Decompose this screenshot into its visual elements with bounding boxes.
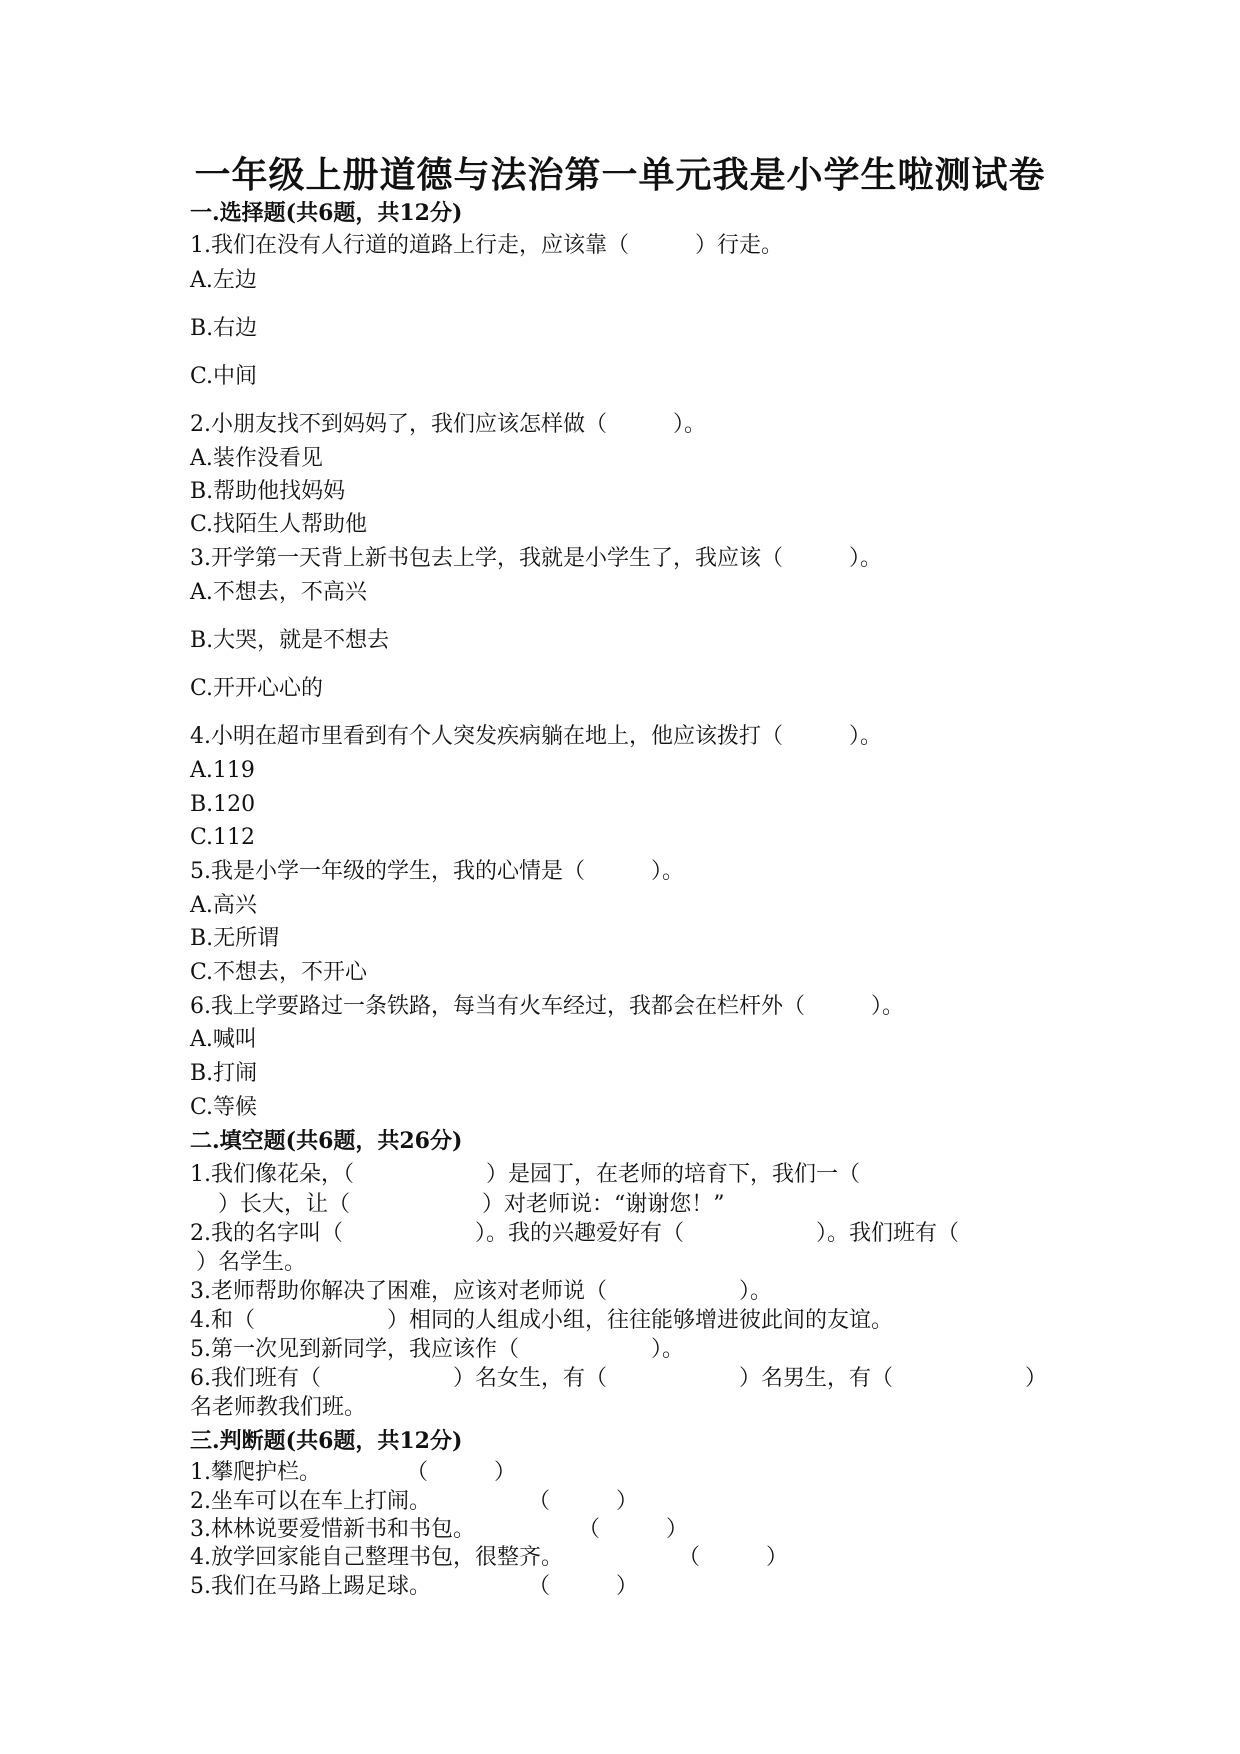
judge-question: 4.放学回家能自己整理书包，很整齐。 bbox=[190, 1545, 563, 1570]
question-stem: 4.小明在超市里看到有个人突发疾病躺在地上，他应该拨打（ ）。 bbox=[190, 724, 882, 749]
option-a: A.喊叫 bbox=[190, 1027, 257, 1052]
option-a: A.119 bbox=[190, 758, 255, 783]
fill-question-line: 1.我们像花朵，（ ）是园丁，在老师的培育下，我们一（ bbox=[190, 1162, 860, 1187]
fill-question-line: 6.我们班有（ ）名女生，有（ ）名男生，有（ ） bbox=[190, 1366, 1047, 1391]
option-c: C.等候 bbox=[190, 1095, 258, 1120]
question-stem: 2.小朋友找不到妈妈了，我们应该怎样做（ ）。 bbox=[190, 412, 706, 437]
answer-blank: （ ） bbox=[678, 1545, 789, 1570]
answer-blank: （ ） bbox=[528, 1574, 639, 1599]
option-b: B.120 bbox=[190, 792, 256, 817]
option-a: A.高兴 bbox=[190, 893, 257, 918]
option-c: C.112 bbox=[190, 825, 256, 850]
judge-question: 5.我们在马路上踢足球。 bbox=[190, 1574, 431, 1599]
section-heading-choice: 一.选择题(共6题，共12分) bbox=[190, 200, 463, 226]
judge-question: 2.坐车可以在车上打闹。 bbox=[190, 1489, 431, 1514]
answer-blank: （ ） bbox=[528, 1489, 639, 1514]
option-b: B.无所谓 bbox=[190, 926, 280, 951]
fill-question-line: 5.第一次见到新同学，我应该作（ ）。 bbox=[190, 1337, 684, 1362]
option-a: A.左边 bbox=[190, 268, 257, 293]
option-c: C.找陌生人帮助他 bbox=[190, 512, 368, 537]
option-b: B.打闹 bbox=[190, 1061, 258, 1086]
option-c: C.中间 bbox=[190, 364, 258, 389]
question-stem: 1.我们在没有人行道的道路上行走，应该靠（ ）行走。 bbox=[190, 233, 783, 258]
fill-question-line: ）名学生。 bbox=[196, 1250, 307, 1275]
option-c: C.开开心心的 bbox=[190, 676, 324, 701]
option-a: A.不想去，不高兴 bbox=[190, 580, 367, 605]
judge-question: 3.林林说要爱惜新书和书包。 bbox=[190, 1517, 475, 1542]
question-stem: 6.我上学要路过一条铁路，每当有火车经过，我都会在栏杆外（ ）。 bbox=[190, 994, 904, 1019]
option-a: A.装作没看见 bbox=[190, 446, 323, 471]
page-title: 一年级上册道德与法治第一单元我是小学生啦测试卷 bbox=[194, 154, 1046, 196]
fill-question-line: 2.我的名字叫（ ）。我的兴趣爱好有（ ）。我们班有（ bbox=[190, 1221, 959, 1246]
section-heading-judge: 三.判断题(共6题，共12分) bbox=[190, 1428, 463, 1454]
judge-question: 1.攀爬护栏。 bbox=[190, 1460, 321, 1485]
question-stem: 5.我是小学一年级的学生，我的心情是（ ）。 bbox=[190, 859, 684, 884]
option-b: B.大哭，就是不想去 bbox=[190, 628, 390, 653]
option-c: C.不想去，不开心 bbox=[190, 960, 368, 985]
section-heading-fill: 二.填空题(共6题，共26分) bbox=[190, 1128, 463, 1154]
question-stem: 3.开学第一天背上新书包去上学，我就是小学生了，我应该（ ）。 bbox=[190, 546, 882, 571]
answer-blank: （ ） bbox=[578, 1517, 689, 1542]
option-b: B.帮助他找妈妈 bbox=[190, 479, 346, 504]
answer-blank: （ ） bbox=[406, 1460, 517, 1485]
option-b: B.右边 bbox=[190, 316, 258, 341]
fill-question-line: 4.和（ ）相同的人组成小组，往往能够增进彼此间的友谊。 bbox=[190, 1308, 893, 1333]
fill-question-line: 名老师教我们班。 bbox=[190, 1395, 367, 1420]
fill-question-line: ）长大，让（ ）对老师说：“谢谢您！” bbox=[196, 1192, 725, 1217]
fill-question-line: 3.老师帮助你解决了困难，应该对老师说（ ）。 bbox=[190, 1279, 772, 1304]
